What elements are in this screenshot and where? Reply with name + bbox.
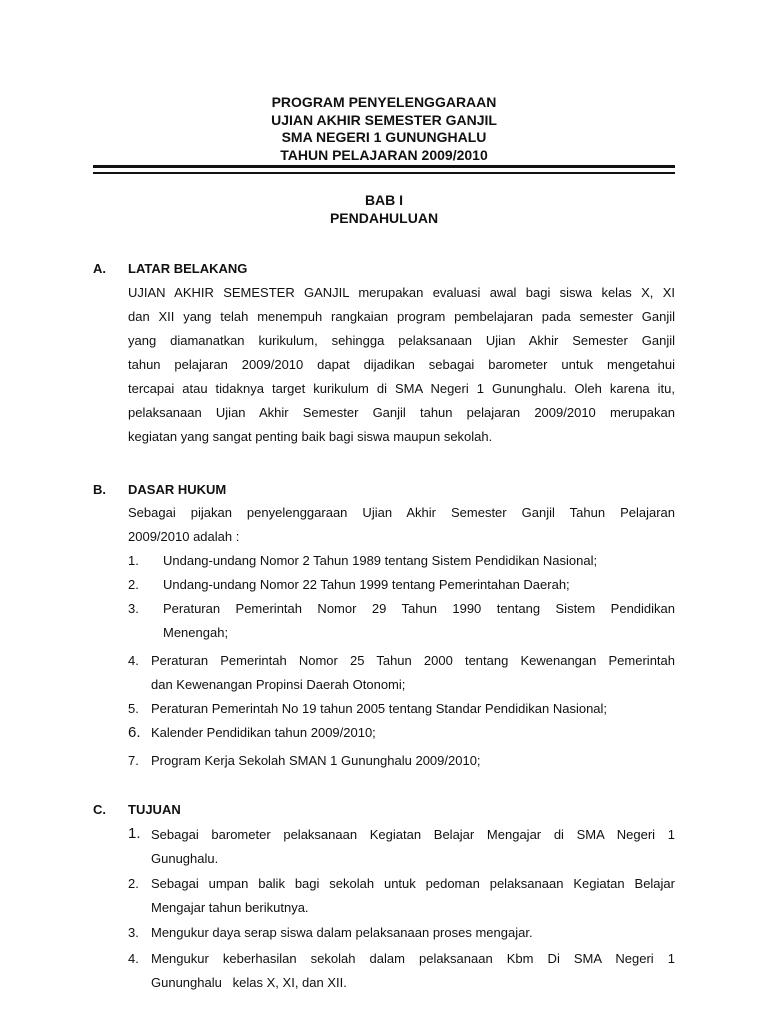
list-number: 5. (128, 701, 139, 716)
section-c-title: TUJUAN (128, 802, 181, 817)
paragraph-line: pelaksanaan Ujian Akhir Semester Ganjil tahun pelajaran 2009/2010 merupakan (128, 405, 675, 420)
list-item: Peraturan Pemerintah Nomor 29 Tahun 1990 tentang Sistem Pendidikan (163, 601, 675, 616)
paragraph-line: dan XII yang telah menempuh rangkaian program pembelajaran pada semester Ganjil (128, 309, 675, 324)
paragraph-line: 2009/2010 adalah : (128, 529, 240, 544)
list-number: 3. (128, 601, 139, 616)
chapter-title: PENDAHULUAN (329, 210, 439, 226)
list-item: Kalender Pendidikan tahun 2009/2010; (151, 725, 376, 740)
section-c-letter: C. (93, 802, 106, 817)
list-item-continuation: Gununghalu kelas X, XI, dan XII. (151, 975, 347, 990)
list-item: Program Kerja Sekolah SMAN 1 Gununghalu 2009/2010; (151, 753, 481, 768)
title-line-2: UJIAN AKHIR SEMESTER GANJIL (271, 112, 497, 128)
list-item: Undang-undang Nomor 2 Tahun 1989 tentang Sistem Pendidikan Nasional; (163, 553, 598, 568)
list-item: Peraturan Pemerintah Nomor 25 Tahun 2000 tentang Kewenangan Pemerintah (151, 653, 675, 668)
double-rule-top (93, 165, 675, 168)
paragraph-line: yang diamanatkan kurikulum, sehingga pelaksanaan Ujian Akhir Semester Ganjil (128, 333, 675, 348)
list-number: 3. (128, 925, 139, 940)
title-line-3: SMA NEGERI 1 GUNUNGHALU (281, 129, 487, 145)
list-number: 4. (128, 653, 139, 668)
list-number: 4. (128, 951, 139, 966)
paragraph-line: tercapai atau tidaknya target kurikulum di SMA Negeri 1 Gununghalu. Oleh karena itu, (128, 381, 675, 396)
list-item: Mengukur keberhasilan sekolah dalam pelaksanaan Kbm Di SMA Negeri 1 (151, 951, 675, 966)
double-rule-bottom (93, 172, 675, 174)
list-number: 1. (128, 553, 139, 568)
list-number: 7. (128, 753, 139, 768)
list-item-continuation: Mengajar tahun berikutnya. (151, 900, 309, 915)
list-item: Sebagai barometer pelaksanaan Kegiatan Belajar Mengajar di SMA Negeri 1 (151, 827, 675, 842)
list-item-continuation: Menengah; (163, 625, 229, 640)
list-item: Undang-undang Nomor 22 Tahun 1999 tentang Pemerintahan Daerah; (163, 577, 570, 592)
paragraph-line: UJIAN AKHIR SEMESTER GANJIL merupakan evaluasi awal bagi siswa kelas X, XI (128, 285, 675, 300)
list-number: 1. (128, 825, 141, 842)
title-line-4: TAHUN PELAJARAN 2009/2010 (280, 147, 488, 163)
section-b-letter: B. (93, 482, 106, 497)
list-item-continuation: dan Kewenangan Propinsi Daerah Otonomi; (151, 677, 406, 692)
paragraph-line: Sebagai pijakan penyelenggaraan Ujian Akhir Semester Ganjil Tahun Pelajaran (128, 505, 675, 520)
section-a-title: LATAR BELAKANG (128, 261, 248, 276)
list-item: Mengukur daya serap siswa dalam pelaksanaan proses mengajar. (151, 925, 533, 940)
section-a-letter: A. (93, 261, 106, 276)
list-item-continuation: Gunughalu. (151, 851, 219, 866)
list-item: Peraturan Pemerintah No 19 tahun 2005 tentang Standar Pendidikan Nasional; (151, 701, 608, 716)
list-item: Sebagai umpan balik bagi sekolah untuk pedoman pelaksanaan Kegiatan Belajar (151, 876, 675, 891)
chapter-number: BAB I (364, 192, 404, 208)
paragraph-line: kegiatan yang sangat penting baik bagi siswa maupun sekolah. (128, 429, 493, 444)
list-number: 2. (128, 577, 139, 592)
list-number: 6. (128, 724, 141, 741)
list-number: 2. (128, 876, 139, 891)
section-b-title: DASAR HUKUM (128, 482, 227, 497)
paragraph-line: tahun pelajaran 2009/2010 dapat dijadikan sebagai barometer untuk mengetahui (128, 357, 675, 372)
title-line-1: PROGRAM PENYELENGGARAAN (271, 94, 497, 110)
